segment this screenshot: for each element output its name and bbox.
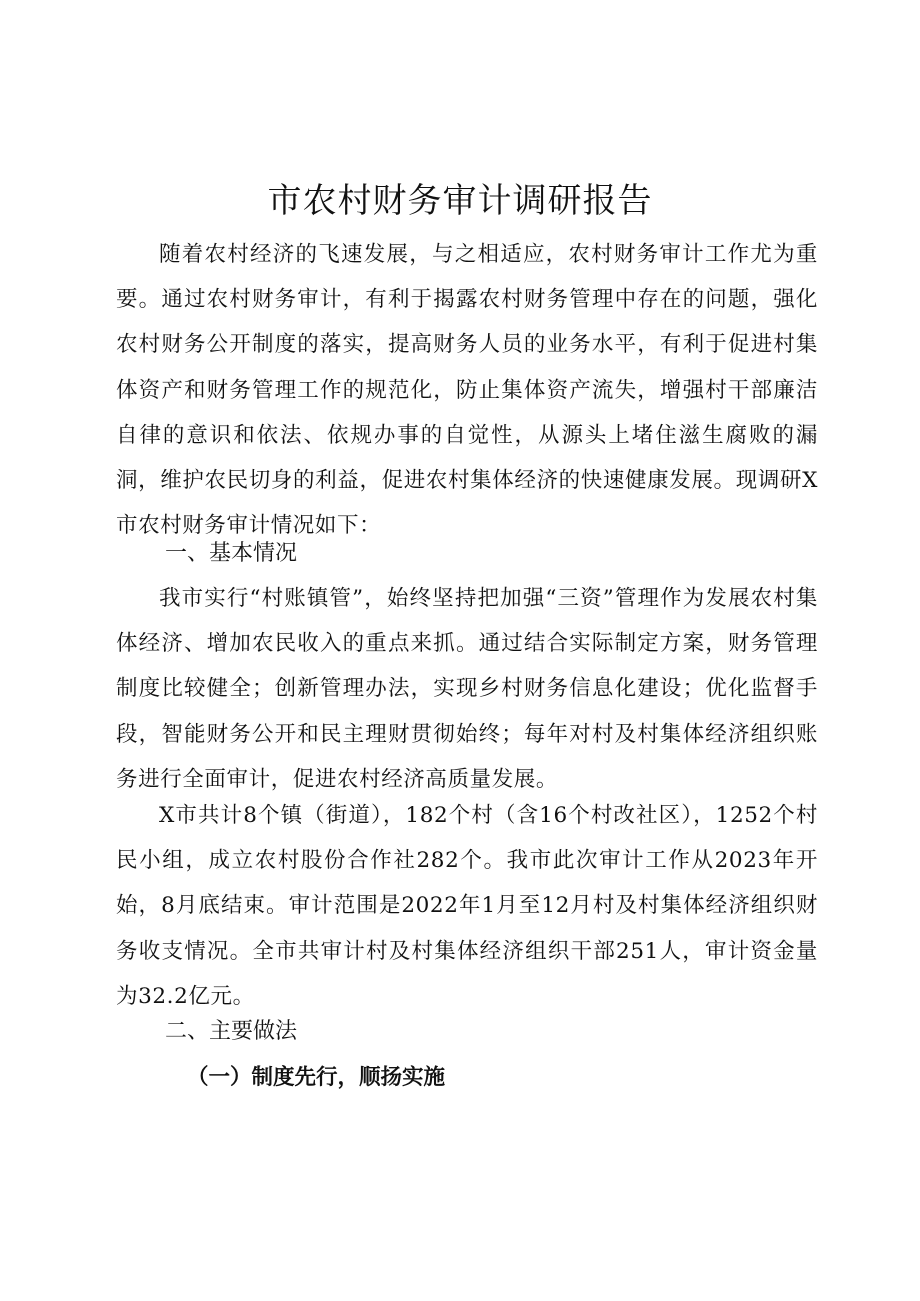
basic-situation-paragraph-2: X市共计8个镇（街道），182个村（含16个村改社区），1252个村民小组，成立农村股份合作社282个。我市此次审计工作从2023年开始，8月底结束。审计范围是2022年1月至12月村及村集体经济组织财务收支情况。全市共审计村及村集体经济组织干部251人，审计资金量为32.2亿元。	[116, 803, 818, 1009]
basic-situation-paragraph-1: 我市实行“村账镇管”，始终坚持把加强“三资”管理作为发展农村集体经济、增加农民收入的重点来抓。通过结合实际制定方案，财务管理制度比较健全；创新管理办法，实现乡村财务信息化建设；优化监督手段，智能财务公开和民主理财贯彻始终；每年对村及村集体经济组织账务进行全面审计，促进农村经济高质量发展。	[116, 586, 818, 792]
document-title: 市农村财务审计调研报告	[267, 181, 653, 221]
intro-paragraph: 随着农村经济的飞速发展，与之相适应，农村财务审计工作尤为重要。通过农村财务审计，有利于揭露农村财务管理中存在的问题，强化农村财务公开制度的落实，提高财务人员的业务水平，有利于促进村集体资产和财务管理工作的规范化，防止集体资产流失，增强村干部廉洁自律的意识和依法、依规办事的自觉性，从源头上堵住滋生腐败的漏洞，维护农民切身的利益，促进农村集体经济的快速健康发展。现调研X市农村财务审计情况如下：	[116, 242, 818, 539]
section-heading-main-practices: 二、主要做法	[165, 1019, 298, 1044]
subsection-heading-1: （一）制度先行，顺扬实施	[187, 1065, 446, 1090]
section-heading-basic-situation: 一、基本情况	[165, 541, 298, 566]
